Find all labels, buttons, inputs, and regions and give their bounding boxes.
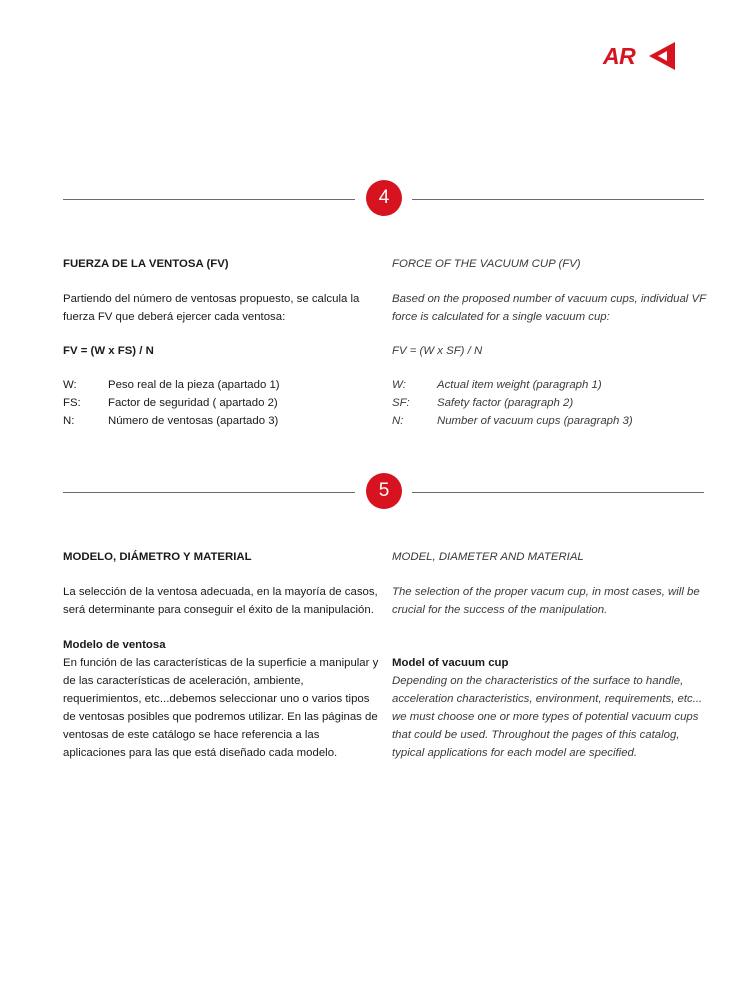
divider-line-right xyxy=(412,492,704,493)
section-5-spanish xyxy=(63,548,381,762)
def-key: FS: xyxy=(63,397,81,409)
formula: FV = (W x SF) / N xyxy=(392,345,483,357)
section-4-divider xyxy=(63,189,704,209)
section-intro: The selection of the proper vacum cup, in most cases, will be crucial for the success of the manipulation. xyxy=(392,586,700,616)
section-intro: Partiendo del número de ventosas propuesto, se calcula la fuerza FV que deberá ejercer cada ventosa: xyxy=(63,293,360,323)
section-body: Depending on the characteristics of the surface to handle, acceleration characteristics, environment, requirements, etc... we must choose one or more types of potential vacuum cups that could be used. Throughout the pages of this catalog, typical applications for each model are specified. xyxy=(392,675,703,759)
divider-line-right xyxy=(412,199,704,200)
section-body: En función de las características de la superficie a manipular y de las características de aceleración, ambiente, requerimientos, etc...debemos seleccionar uno o varios tipos de ventosas posibles que podremos utilizar. En las páginas de ventosas de este catálogo se hace referencia a las aplicaciones para las que está diseñado cada modelo. xyxy=(63,657,379,759)
section-4-english xyxy=(392,255,712,430)
def-desc: Número de ventosas (apartado 3) xyxy=(108,415,279,427)
def-desc: Number of vacuum cups (paragraph 3) xyxy=(437,415,633,427)
section-intro: La selección de la ventosa adecuada, en la mayoría de casos, será determinante para conseguir el éxito de la manipulación. xyxy=(63,586,378,616)
def-desc: Safety factor (paragraph 2) xyxy=(437,397,574,409)
logo-arrow-icon xyxy=(647,42,675,70)
definitions-list xyxy=(63,376,381,430)
definitions-list xyxy=(392,376,712,430)
section-intro: Based on the proposed number of vacuum cups, individual VF force is calculated for a single vacuum cup: xyxy=(392,293,706,323)
def-desc: Factor de seguridad ( apartado 2) xyxy=(108,397,278,409)
def-key: SF: xyxy=(392,397,410,409)
section-4-spanish xyxy=(63,255,381,430)
section-5-english xyxy=(392,548,712,762)
def-key: N: xyxy=(63,415,75,427)
brand-logo xyxy=(603,42,675,70)
def-desc: Peso real de la pieza (apartado 1) xyxy=(108,379,280,391)
logo-text: AR xyxy=(603,43,636,69)
section-number-badge: 4 xyxy=(366,180,402,216)
def-key: N: xyxy=(392,415,404,427)
def-key: W: xyxy=(63,379,77,391)
section-5-divider xyxy=(63,482,704,502)
def-key: W: xyxy=(392,379,406,391)
section-subtitle: Modelo de ventosa xyxy=(63,639,166,651)
section-title: FUERZA DE LA VENTOSA (FV) xyxy=(63,258,229,270)
divider-line-left xyxy=(63,492,355,493)
section-title: MODELO, DIÁMETRO Y MATERIAL xyxy=(63,551,252,563)
divider-line-left xyxy=(63,199,355,200)
def-desc: Actual item weight (paragraph 1) xyxy=(437,379,602,391)
section-subtitle: Model of vacuum cup xyxy=(392,657,509,669)
section-title: MODEL, DIAMETER AND MATERIAL xyxy=(392,551,584,563)
section-number-badge: 5 xyxy=(366,473,402,509)
formula: FV = (W x FS) / N xyxy=(63,345,154,357)
section-title: FORCE OF THE VACUUM CUP (FV) xyxy=(392,258,581,270)
